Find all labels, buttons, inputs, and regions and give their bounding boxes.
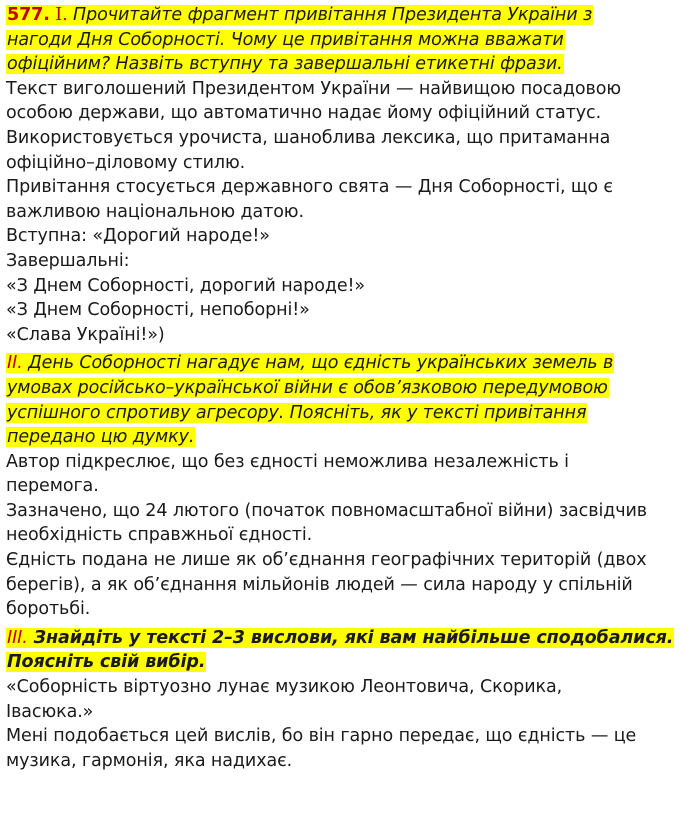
answer-line: Мені подобається цей вислів, бо він гарно передає, що єдність — це <box>6 726 637 747</box>
answer-line: Єдність подана не лише як об’єднання географічних територій (двох <box>6 550 647 571</box>
prompt-text: умовах російсько–української війни є обов’язковою передумовою <box>7 377 608 398</box>
answer-line: «З Днем Соборності, дорогий народе!» <box>6 275 366 296</box>
answer-line: Вступна: «Дорогий народе!» <box>6 226 270 247</box>
task-prompt-line <box>6 425 692 450</box>
answer-line: важливою національною датою. <box>6 201 304 222</box>
task-prompt-line <box>6 28 692 53</box>
prompt-text: Прочитайте фрагмент привітання Президента України з <box>67 5 593 25</box>
answer-line: офіційно–діловому стилю. <box>6 152 246 173</box>
prompt-text: Знайдіть у тексті 2–3 вислови, які вам найбільше сподобалися. <box>27 627 674 648</box>
answer-line: Зазначено, що 24 лютого (початок повномасштабної війни) засвідчив <box>6 500 647 521</box>
answer-line: «Слава Україні!») <box>6 324 165 345</box>
part-number: I. <box>55 5 68 25</box>
answer-line: особою держави, що автоматично надає йому офіційний статус. <box>6 103 602 124</box>
answer-line: «З Днем Соборності, непоборні!» <box>6 300 310 321</box>
answer-line: берегів), а як об’єднання мільйонів людей — сила народу у спільній <box>6 574 633 595</box>
part-number: III. <box>7 627 28 648</box>
answer-line: Використовується урочиста, шаноблива лексика, що притаманна <box>6 127 611 148</box>
exercise-page <box>6 3 692 773</box>
prompt-text: Поясніть свій вибір. <box>7 652 206 673</box>
answer-line: Івасюка.» <box>6 701 94 722</box>
answer-line: перемога. <box>6 476 99 497</box>
answer-line: необхідність справжньої єдності. <box>6 525 313 546</box>
answer-line: Текст виголошений Президентом України — найвищою посадовою <box>6 78 621 99</box>
prompt-text: успішного спротиву агресору. Поясніть, як у тексті привітання <box>7 402 587 423</box>
answer-line: музика, гармонія, яка надихає. <box>6 750 293 771</box>
answer-line: Завершальні: <box>6 250 130 271</box>
part-number: II. <box>7 353 23 374</box>
task-prompt-line <box>6 626 692 651</box>
answer-line: Автор підкреслює, що без єдності неможлива незалежність і <box>6 451 569 472</box>
task-prompt-line <box>6 3 692 28</box>
task-prompt-line <box>6 52 692 77</box>
prompt-text: День Соборності нагадує нам, що єдність українських земель в <box>22 353 614 374</box>
prompt-text: офіційним? Назвіть вступну та завершальні етикетні фрази. <box>7 54 563 75</box>
prompt-text: нагоди Дня Соборності. Чому це привітання можна вважати <box>7 29 564 50</box>
answer-line: боротьбі. <box>6 599 91 620</box>
task-prompt-line <box>6 401 692 426</box>
answer-line: Привітання стосується державного свята — Дня Соборності, що є <box>6 177 613 198</box>
answer-line: «Соборність віртуозно лунає музикою Леонтовича, Скорика, <box>6 677 563 698</box>
task-prompt-line <box>6 351 692 376</box>
task-prompt-line <box>6 376 692 401</box>
task-prompt-line <box>6 650 692 675</box>
task-number: 577. <box>7 5 50 25</box>
prompt-text: передано цю думку. <box>7 427 195 448</box>
